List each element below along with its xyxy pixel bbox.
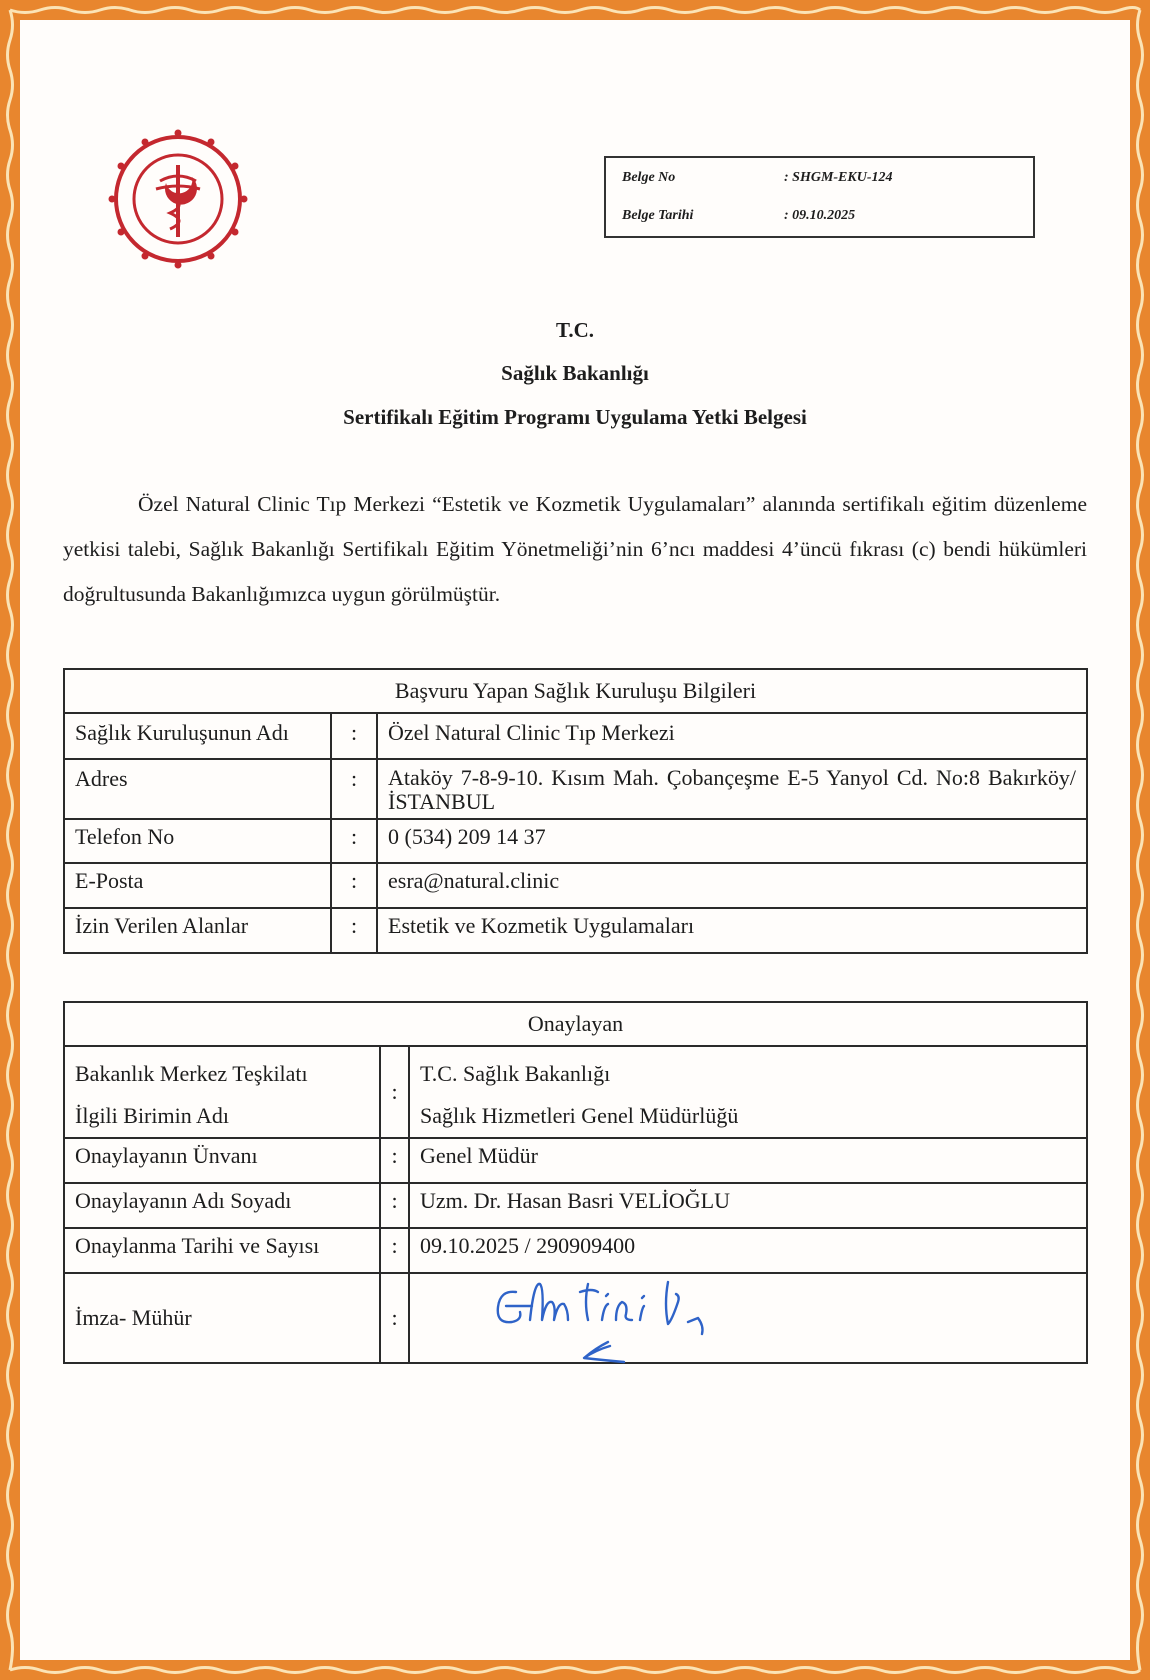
row-colon: : xyxy=(380,1138,409,1183)
row-colon: : xyxy=(331,759,377,819)
document-meta-box xyxy=(604,156,1035,238)
table-title-row xyxy=(64,1002,1087,1046)
row-label-line1: Bakanlık Merkez Teşkilatı xyxy=(75,1061,308,1086)
row-value: Estetik ve Kozmetik Uygulamaları xyxy=(377,908,1087,953)
table-row xyxy=(64,1046,1087,1138)
table-row xyxy=(64,759,1087,819)
doc-date-value: : 09.10.2025 xyxy=(784,208,856,223)
applicant-info-table xyxy=(63,668,1088,954)
heading-ministry: Sağlık Bakanlığı xyxy=(501,361,649,385)
row-value: Ataköy 7-8-9-10. Kısım Mah. Çobançeşme E-5 Yanyol Cd. No:8 Bakırköy/İSTANBUL xyxy=(377,759,1087,819)
row-value-line2: Sağlık Hizmetleri Genel Müdürlüğü xyxy=(420,1103,739,1128)
row-colon: : xyxy=(380,1046,409,1138)
row-label: Onaylanma Tarihi ve Sayısı xyxy=(64,1228,380,1273)
row-value: Özel Natural Clinic Tıp Merkezi xyxy=(377,713,1087,759)
heading-tc: T.C. xyxy=(555,318,595,342)
row-label: Onaylayanın Adı Soyadı xyxy=(64,1183,380,1228)
body-paragraph xyxy=(63,482,1087,617)
row-label: Onaylayanın Ünvanı xyxy=(64,1138,380,1183)
row-label-line2: İlgili Birimin Adı xyxy=(75,1103,230,1128)
row-label: E-Posta xyxy=(64,863,331,908)
row-colon: : xyxy=(380,1228,409,1273)
table-row xyxy=(64,713,1087,759)
table-row xyxy=(64,819,1087,863)
doc-no-label: Belge No xyxy=(622,170,676,185)
applicant-table-title: Başvuru Yapan Sağlık Kuruluşu Bilgileri xyxy=(64,669,1087,713)
row-label: Adres xyxy=(64,759,331,819)
row-colon: : xyxy=(331,908,377,953)
table-row xyxy=(64,863,1087,908)
row-colon: : xyxy=(331,713,377,759)
row-value: 0 (534) 209 14 37 xyxy=(377,819,1087,863)
row-colon: : xyxy=(380,1183,409,1228)
row-label xyxy=(64,1046,380,1138)
row-value xyxy=(409,1046,1087,1138)
doc-date-label: Belge Tarihi xyxy=(622,208,694,223)
signature-icon xyxy=(492,1262,722,1372)
row-label: Telefon No xyxy=(64,819,331,863)
row-colon: : xyxy=(331,863,377,908)
table-row xyxy=(64,908,1087,953)
table-title-row xyxy=(64,669,1087,713)
table-row xyxy=(64,1138,1087,1183)
row-colon: : xyxy=(331,819,377,863)
row-value: Genel Müdür xyxy=(409,1138,1087,1183)
row-label: İmza- Mühür xyxy=(64,1273,380,1363)
heading-title: Sertifikalı Eğitim Programı Uygulama Yetki Belgesi xyxy=(343,405,807,429)
row-label: Sağlık Kuruluşunun Adı xyxy=(64,713,331,759)
row-label: İzin Verilen Alanlar xyxy=(64,908,331,953)
row-value: esra@natural.clinic xyxy=(377,863,1087,908)
row-value: Uzm. Dr. Hasan Basri VELİOĞLU xyxy=(409,1183,1087,1228)
row-colon: : xyxy=(380,1273,409,1363)
table-row xyxy=(64,1183,1087,1228)
body-paragraph-text: Özel Natural Clinic Tıp Merkezi “Estetik ve Kozmetik Uygulamaları” alanında sertifikalı eğitim düzenleme yetkisi talebi, Sağlık Bakanlığı Sertifikalı Eğitim Yönetmeliği’nin 6’ncı maddesi 4’üncü fıkrası (c) bendi hükümleri doğrultusunda Bakanlığımızca uygun görülmüştür. xyxy=(63,492,1087,606)
approval-table-title: Onaylayan xyxy=(64,1002,1087,1046)
row-value-line1: T.C. Sağlık Bakanlığı xyxy=(420,1061,611,1086)
doc-no-value: : SHGM-EKU-124 xyxy=(784,170,893,185)
row-value: 09.10.2025 / 290909400 xyxy=(409,1228,1087,1273)
ministry-of-health-seal-icon xyxy=(104,125,252,273)
